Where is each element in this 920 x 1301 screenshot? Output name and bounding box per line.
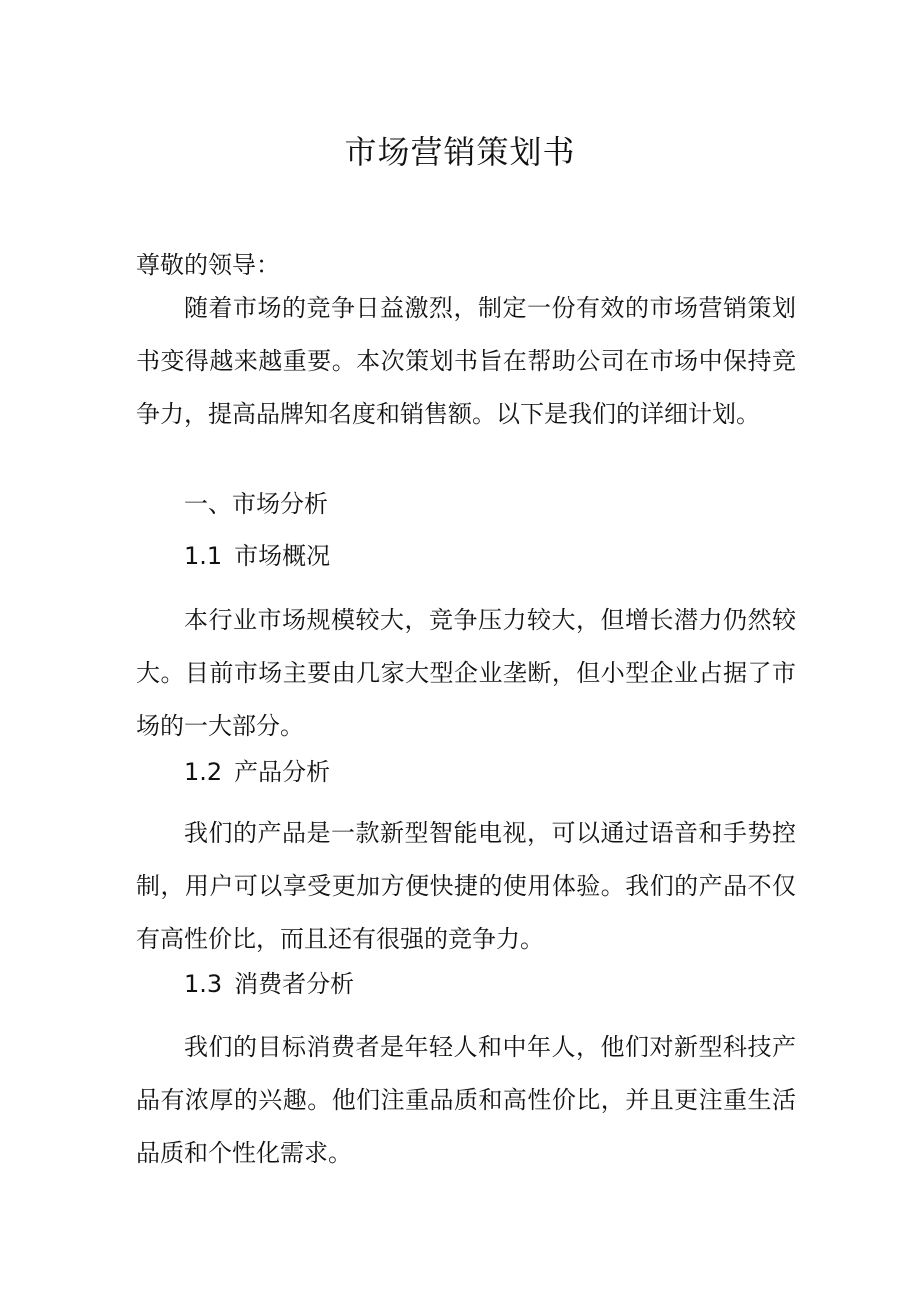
subsection-number: 1.1 (184, 542, 223, 570)
intro-paragraph: 随着市场的竞争日益激烈，制定一份有效的市场营销策划书变得越来越重要。本次策划书旨在帮助公司在市场中保持竞争力，提高品牌知名度和销售额。以下是我们的详细计划。 (136, 294, 796, 428)
subsection-title: 市场概况 (234, 542, 331, 570)
document-title: 市场营销策划书 (344, 133, 576, 171)
section-heading-market-analysis: 一、市场分析 (184, 490, 328, 518)
consumer-analysis-paragraph: 我们的目标消费者是年轻人和中年人，他们对新型科技产品有浓厚的兴趣。他们注重品质和高性价比，并且更注重生活品质和个性化需求。 (136, 1033, 796, 1167)
subsection-number: 1.2 (184, 758, 223, 786)
subsection-title: 消费者分析 (234, 970, 355, 998)
market-overview-paragraph: 本行业市场规模较大，竞争压力较大，但增长潜力仍然较大。目前市场主要由几家大型企业垄断，但小型企业占据了市场的一大部分。 (136, 606, 796, 740)
subsection-heading-1-2 (184, 746, 330, 799)
subsection-title: 产品分析 (234, 758, 331, 786)
subsection-heading-1-3 (184, 958, 354, 1011)
product-analysis-paragraph: 我们的产品是一款新型智能电视，可以通过语音和手势控制，用户可以享受更加方便快捷的使用体验。我们的产品不仅有高性价比，而且还有很强的竞争力。 (136, 819, 796, 953)
subsection-number: 1.3 (184, 970, 223, 998)
salutation: 尊敬的领导： (136, 251, 280, 279)
subsection-heading-1-1 (184, 530, 330, 583)
